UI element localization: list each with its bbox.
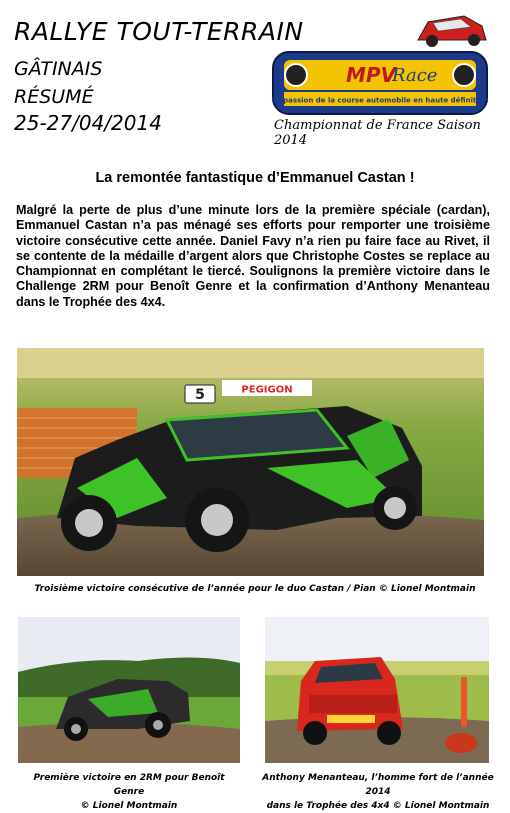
main-rally-photo — [17, 348, 484, 576]
left-caption-line2: © Lionel Montmain — [80, 801, 178, 811]
genre-photo — [18, 617, 240, 763]
logo-car-icon — [418, 16, 486, 47]
article-body: Malgré la perte de plus d’une minute lors de la première spéciale (cardan), Emmanuel Castan n’a pas ménagé ses efforts pour remporter une troisième victoire consécutive cette année. Daniel Favy n’a rien pu faire face au Rivet, il se contente de la médaille d’argent alors que Christophe Costes se replace au Championnat en complétant le tiercé. Soulignons la première victoire dans le Challenge 2RM pour Benoît Genre et la confirmation d’Anthony Menanteau dans le Trophée des 4x4. — [16, 203, 490, 309]
rally-title: RALLYE TOUT-TERRAIN — [14, 17, 304, 46]
right-caption-line2: dans le Trophée des 4x4 © Lionel Montmain — [266, 801, 490, 811]
logo-brand-text: MPV — [346, 63, 397, 87]
right-photo-caption — [260, 771, 496, 813]
summary-label: RÉSUMÉ — [14, 86, 94, 108]
article-title: La remontée fantastique d’Emmanuel Castan ! — [95, 170, 415, 186]
main-photo-caption: Troisième victoire consécutive de l’année pour le duo Castan / Pian © Lionel Montmain — [34, 584, 476, 594]
menanteau-photo — [265, 617, 489, 763]
left-caption-line1: Première victoire en 2RM pour Benoît Genre — [33, 773, 225, 797]
championship-subtitle: Championnat de France Saison 2014 — [274, 118, 481, 148]
event-dates: 25-27/04/2014 — [14, 111, 162, 135]
right-caption-line1: Anthony Menanteau, l’homme fort de l’année 2014 — [262, 773, 494, 797]
logo-brand-suffix: Race — [392, 65, 438, 86]
left-photo-caption — [18, 771, 240, 813]
sponsor-banner: PEGIGON — [241, 384, 293, 396]
region-label: GÂTINAIS — [14, 58, 103, 80]
logo-tagline: La passion de la course automobile en haute définition — [271, 96, 489, 105]
car-number: 5 — [195, 387, 205, 403]
